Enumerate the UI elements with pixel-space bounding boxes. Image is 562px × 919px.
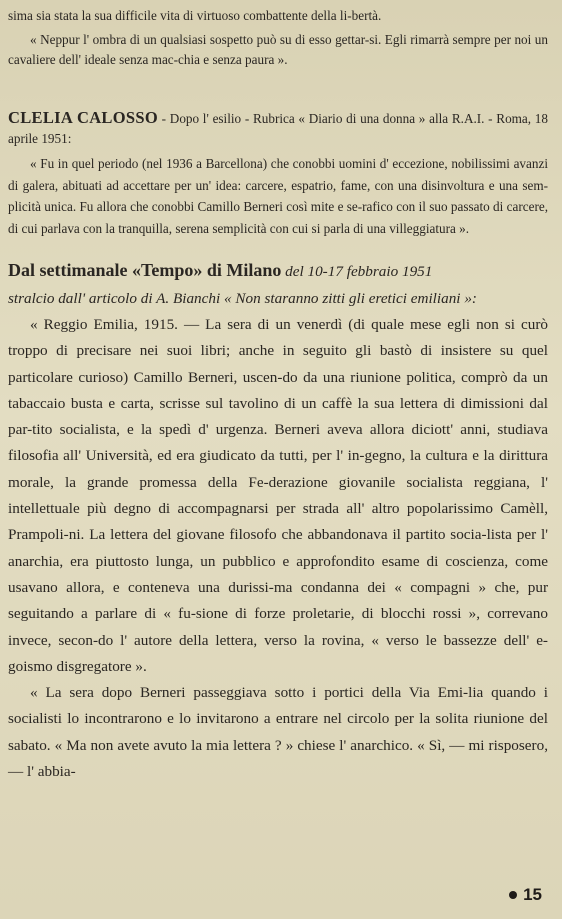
spacer [8,70,548,108]
tempo-heading: Dal settimanale «Tempo» di Milano [8,260,282,281]
calosso-header [8,108,548,149]
calosso-section [8,108,548,239]
tempo-subtitle: stralcio dall' articolo di A. Bianchi « Non staranno zitti gli eretici emiliani »: [8,289,477,307]
tempo-header [8,257,548,285]
top-paragraph-2: « Neppur l' ombra di un qualsiasi sospetto può su di esso gettar-si. Egli rimarrà sempre per noi un cavaliere dell' ideale senza mac-chia e senza paura ». [8,32,548,67]
top-paragraph-1: sima sia stata la sua difficile vita di virtuoso combattente della li-bertà. [8,8,382,23]
bullet-icon [509,891,517,899]
tempo-date: del 10-17 febbraio 1951 [281,263,433,281]
spacer [8,239,548,257]
calosso-source: - Dopo l' esilio - Rubrica « Diario di una donna » alla R.A.I. - Roma, 18 aprile 1951: [8,111,548,146]
top-block [8,6,548,70]
page-number-value: 15 [523,885,542,904]
tempo-paragraph-1: « Reggio Emilia, 1915. — La sera di un venerdì (di quale mese egli non si curò troppo di precisare nei suoi libri; anche in seguito gli bastò di insistere su quel particolare curioso) Camillo Berneri, uscen-do da una riunione politica, comprò da un tabaccaio busta e carta, scrisse sul tavolino di un caffè la sua lettera di dimissioni dal par-tito socialista, e la spedì d' urgenza. Berneri aveva allora diciott' anni, studiava filosofia all' Università, ed era giudicato da tutti, per l' in-gegno, la cultura e la dirittura morale, la grande promessa della Fe-derazione giovanile socialista reggiana, l' intellettuale più degno di accompagnarsi per strada all' altro popolarissimo Camèll, Prampoli-ni. La lettera del giovane filosofo che abbandonava il partito socia-lista per l' anarchia, era piuttosto lunga, un pubblico e approfondito esame di coscienza, come usavano allora, e conteneva una durissi-ma condanna dei « compagni » che, pur seguitando a parlare di « fu-sione di forze proletarie, di blocchi rossi », correvano invece, secon-do l' autore della lettera, verso la rovina, « verso le bassezze dell' e-goismo disgregatore ». [8,315,548,675]
page-number [509,885,542,905]
tempo-section [8,257,548,785]
calosso-quote: « Fu in quel periodo (nel 1936 a Barcellona) che conobbi uomini d' eccezione, nobilissimi avanzi di galera, abituati ad accettare per un' idea: carcere, espatrio, fame, con una disinvoltura e una sem-plicità unica. Fu allora che conobbi Camillo Berneri così mite e se-rafico con il suo passato di carcere, di cui parlava con la tranquilla, serena semplicità con cui si parla di una villeggiatura ». [8,156,548,236]
calosso-name: CLELIA CALOSSO [8,108,158,127]
tempo-paragraph-2: « La sera dopo Berneri passeggiava sotto i portici della Via Emi-lia quando i socialisti lo incontrarono e lo invitarono a entrare nel circolo per la solita riunione del sabato. « Ma non avete avuto la mia lettera ? » chiese l' anarchico. « Sì, — mi risposero, — l' abbia- [8,684,548,781]
